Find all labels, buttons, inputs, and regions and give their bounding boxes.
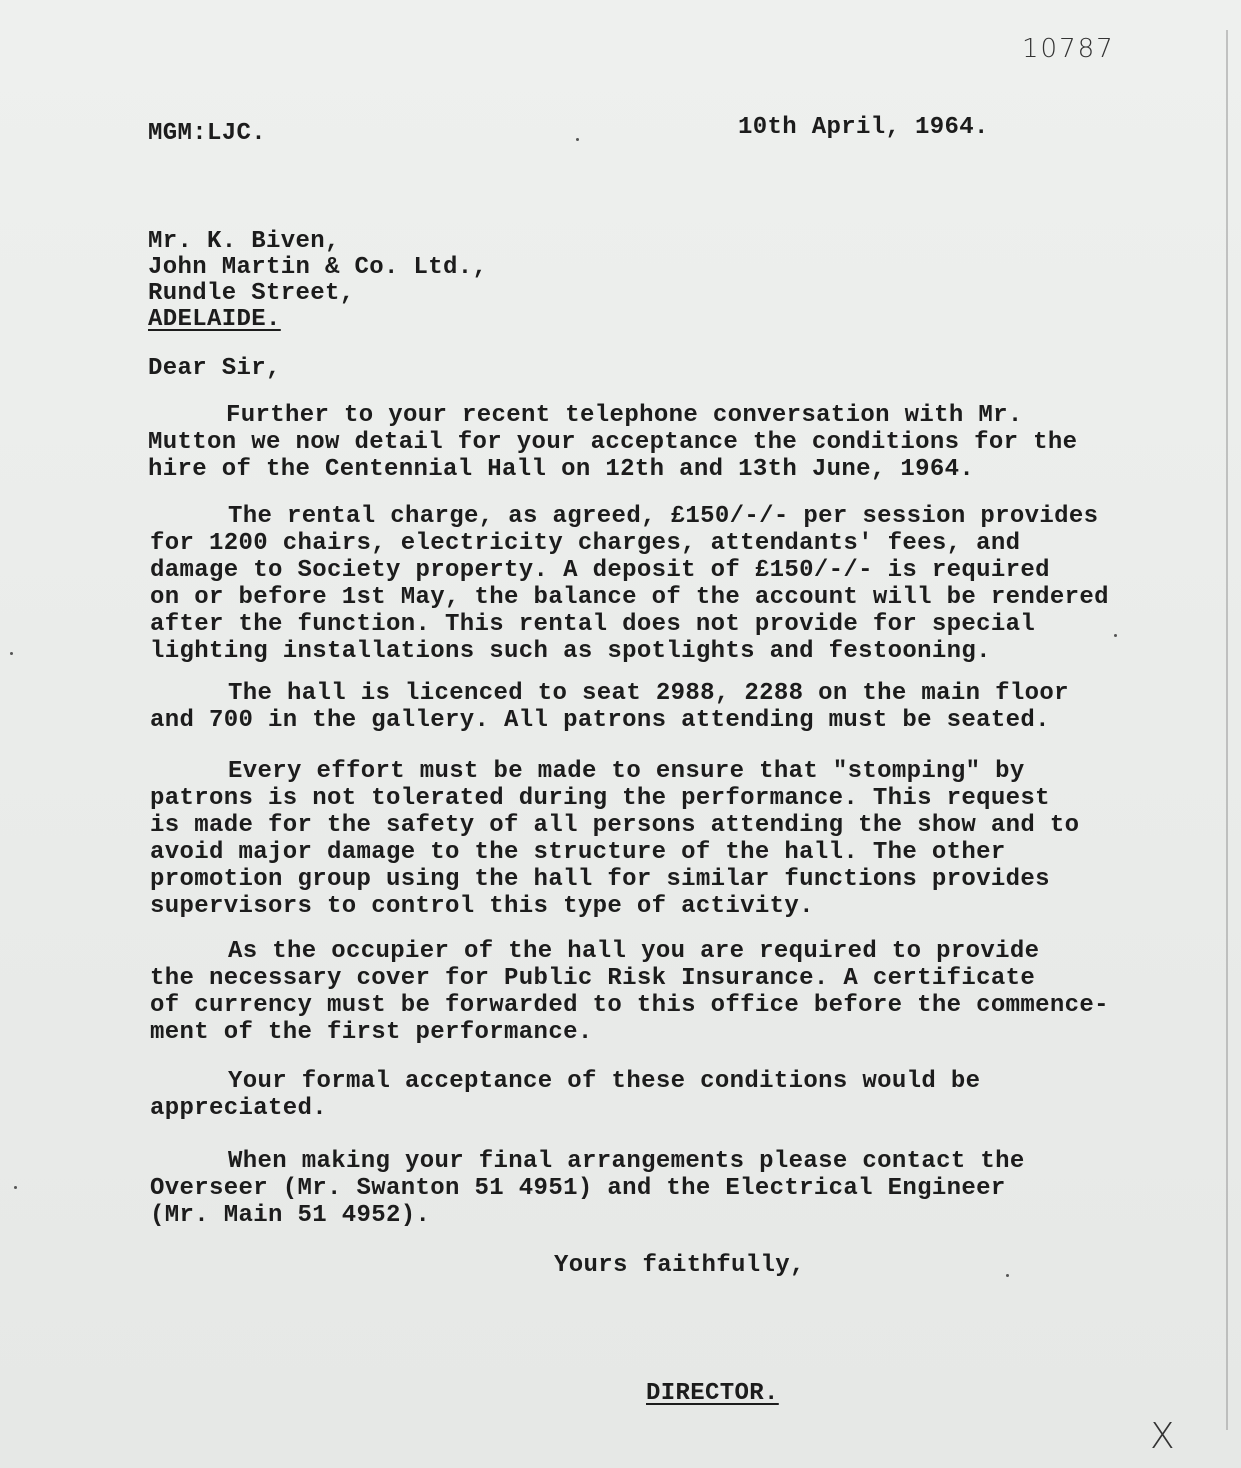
- reference-code: MGM:LJC.: [148, 120, 267, 147]
- handwritten-file-number: 10787: [1022, 34, 1115, 64]
- paragraph-line: is made for the safety of all persons attending the show and to: [150, 812, 1080, 839]
- page-edge-line: [1226, 30, 1228, 1430]
- paragraph-line: avoid major damage to the structure of the hall. The other: [150, 839, 1006, 866]
- paragraph: [150, 680, 1069, 734]
- paragraph-line: after the function. This rental does not provide for special: [150, 611, 1036, 638]
- paragraph-line: supervisors to control this type of activity.: [150, 893, 814, 920]
- paragraph-line: The rental charge, as agreed, £150/-/- per session provides: [228, 503, 1099, 530]
- paragraph-line: for 1200 chairs, electricity charges, attendants' fees, and: [150, 530, 1021, 557]
- paragraph: [150, 758, 1079, 920]
- paragraph-line: Every effort must be made to ensure that "stomping" by: [228, 758, 1025, 785]
- margin-mark: X: [1150, 1416, 1175, 1457]
- paper-speck: [1114, 634, 1117, 637]
- paragraph-line: lighting installations such as spotlights and festooning.: [150, 638, 991, 665]
- address-city: ADELAIDE.: [148, 306, 281, 333]
- paragraph: [150, 503, 1109, 665]
- paragraph-line: ment of the first performance.: [150, 1019, 593, 1046]
- address-line: John Martin & Co. Ltd.,: [148, 254, 488, 281]
- paragraph-line: When making your final arrangements please contact the: [228, 1148, 1025, 1175]
- paragraph-line: promotion group using the hall for similar functions provides: [150, 866, 1050, 893]
- paragraph-line: Your formal acceptance of these conditions would be: [228, 1068, 981, 1095]
- paragraph-line: patrons is not tolerated during the performance. This request: [150, 785, 1050, 812]
- paragraph-line: (Mr. Main 51 4952).: [150, 1202, 431, 1229]
- paper-speck: [14, 1186, 17, 1189]
- paragraph: [150, 938, 1109, 1046]
- paper-speck: [1006, 1274, 1009, 1277]
- salutation: Dear Sir,: [148, 355, 281, 382]
- paragraph-line: and 700 in the gallery. All patrons attending must be seated.: [150, 707, 1050, 734]
- paragraph-line: hire of the Centennial Hall on 12th and 13th June, 1964.: [148, 456, 975, 483]
- paper-speck: [10, 652, 13, 655]
- paragraph-line: of currency must be forwarded to this office before the commence-: [150, 992, 1109, 1019]
- paragraph-line: Overseer (Mr. Swanton 51 4951) and the Electrical Engineer: [150, 1175, 1006, 1202]
- paragraph-line: Further to your recent telephone conversation with Mr.: [226, 402, 1023, 429]
- closing: Yours faithfully,: [554, 1252, 805, 1279]
- paper-speck: [576, 138, 579, 141]
- paragraph-line: on or before 1st May, the balance of the account will be rendered: [150, 584, 1109, 611]
- paragraph-line: The hall is licenced to seat 2988, 2288 on the main floor: [228, 680, 1069, 707]
- paragraph: [148, 402, 1077, 483]
- paragraph: [150, 1148, 1025, 1229]
- paragraph-line: Mutton we now detail for your acceptance the conditions for the: [148, 429, 1078, 456]
- paragraph-line: As the occupier of the hall you are required to provide: [228, 938, 1040, 965]
- paragraph-line: the necessary cover for Public Risk Insurance. A certificate: [150, 965, 1036, 992]
- address-line: Rundle Street,: [148, 280, 355, 307]
- letter-date: 10th April, 1964.: [738, 114, 989, 141]
- address-line: Mr. K. Biven,: [148, 228, 340, 255]
- paragraph-line: appreciated.: [150, 1095, 328, 1122]
- signature-title: DIRECTOR.: [646, 1380, 779, 1407]
- paragraph-line: damage to Society property. A deposit of £150/-/- is required: [150, 557, 1050, 584]
- paragraph: [150, 1068, 980, 1122]
